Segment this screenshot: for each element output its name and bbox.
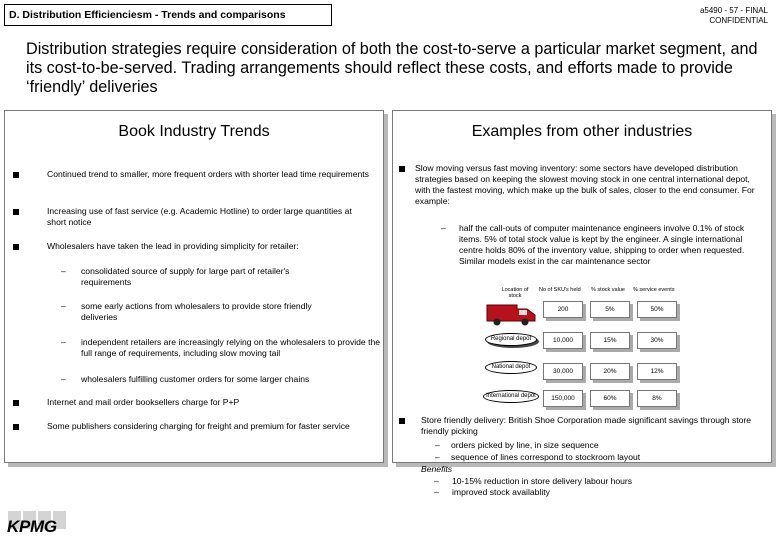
service-events-cell: 50% <box>637 301 677 318</box>
bullet-text: Increasing use of fast service (e.g. Academic Hotline) to order large quantities at short notice <box>47 206 352 227</box>
confidentiality-label: CONFIDENTIAL <box>709 16 768 25</box>
sku-count-cell: 10,000 <box>543 332 583 349</box>
dash-marker: – <box>435 440 440 450</box>
column-header-stock-value: % stock value <box>591 287 625 293</box>
dash-marker: – <box>61 266 66 276</box>
sub-item-text: some early actions from wholesalers to provide store friendly deliveries <box>81 301 312 322</box>
service-events-cell: 12% <box>637 363 677 380</box>
bullet-text: Continued trend to smaller, more frequent orders with shorter lead time requirements <box>47 169 369 179</box>
tier-label-regional-depot: Regional depot <box>485 333 537 346</box>
sub-item-text: half the call-outs of computer maintenance engineers involve 0.1% of stock items. 5% of total stock value is kept by the engineer. A single international centre holds 80% of the inventory value, shipping to order when requested. Similar models exist in the car maintenance sector <box>459 223 745 266</box>
stock-value-cell: 60% <box>590 390 630 407</box>
service-events-cell: 30% <box>637 332 677 349</box>
sub-item-text: orders picked by line, in size sequence <box>451 440 599 450</box>
van-icon <box>483 299 539 327</box>
stock-value-cell: 15% <box>590 332 630 349</box>
benefit-item: 10-15% reduction in store delivery labour hours <box>452 476 633 486</box>
dash-marker: – <box>434 476 439 486</box>
dash-marker: – <box>61 301 66 311</box>
benefit-item: improved stock availablity <box>452 487 550 497</box>
dash-marker: – <box>434 487 439 497</box>
section-label: D. Distribution Efficienciesm - Trends and comparisons <box>4 4 332 26</box>
panel-title: Examples from other industries <box>471 123 693 140</box>
sub-item-text: consolidated source of supply for large part of retailer's requirements <box>81 266 290 287</box>
book-industry-trends-panel <box>4 110 384 463</box>
stock-value-cell: 5% <box>590 301 630 318</box>
bullet-marker <box>399 166 405 172</box>
sub-item-text: independent retailers are increasingly relying on the wholesalers to provide the full range of requirements, including slow moving tail <box>81 337 381 358</box>
sub-item-text: sequence of lines correspond to stockroom layout <box>451 452 641 462</box>
dash-marker: – <box>61 374 66 384</box>
bullet-marker <box>13 400 19 406</box>
bullet-marker <box>13 424 19 430</box>
sku-count-cell: 30,000 <box>543 363 583 380</box>
bullet-text: Some publishers considering charging for freight and premium for faster service <box>47 421 350 431</box>
bullet-marker <box>13 244 19 250</box>
other-industries-panel <box>392 110 772 463</box>
column-header-location: Location of stock <box>501 287 529 299</box>
bullet-marker <box>13 209 19 215</box>
service-events-cell: 8% <box>637 390 677 407</box>
panel-title: Book Industry Trends <box>118 123 270 140</box>
dash-marker: – <box>435 452 440 462</box>
dash-marker: – <box>61 337 66 347</box>
tier-label-national-depot: National depot <box>485 361 537 374</box>
stock-value-cell: 20% <box>590 363 630 380</box>
bullet-text: Wholesalers have taken the lead in providing simplicity for retailer: <box>47 241 299 251</box>
benefits-label: Benefits <box>421 464 453 474</box>
document-code: a5490 - 57 - FINAL <box>699 6 768 15</box>
bullet-marker <box>13 172 19 178</box>
dash-marker: – <box>441 223 446 233</box>
bullet-text: Internet and mail order booksellers charge for P+P <box>47 397 240 407</box>
bullet-marker <box>399 418 405 424</box>
sub-item-text: wholesalers fulfilling customer orders for some larger chains <box>81 374 310 384</box>
kpmg-logo: KPMG <box>7 517 57 536</box>
column-header-skus: No of SKU's held <box>539 287 581 293</box>
tier-label-international-depot: International depot <box>483 390 539 403</box>
page-headline: Distribution strategies require consideration of both the cost-to-serve a particular market segment, and its cost-to-be-served. Trading arrangements should reflect these costs, and efforts made to provide ‘friendly’ deliveries <box>26 40 758 96</box>
document-reference <box>700 6 768 26</box>
sku-count-cell: 200 <box>543 301 583 318</box>
bullet-text: Store friendly delivery: British Shoe Corporation made significant savings through store friendly picking <box>421 415 752 436</box>
column-header-service-events: % service events <box>633 287 675 293</box>
bullet-text: Slow moving versus fast moving inventory: some sectors have developed distribution strategies based on keeping the slowest moving stock in one central international depot, with the fastest moving, which make up the bulk of sales, closer to the end consumer. For example: <box>415 163 755 206</box>
sku-count-cell: 150,000 <box>543 390 583 407</box>
